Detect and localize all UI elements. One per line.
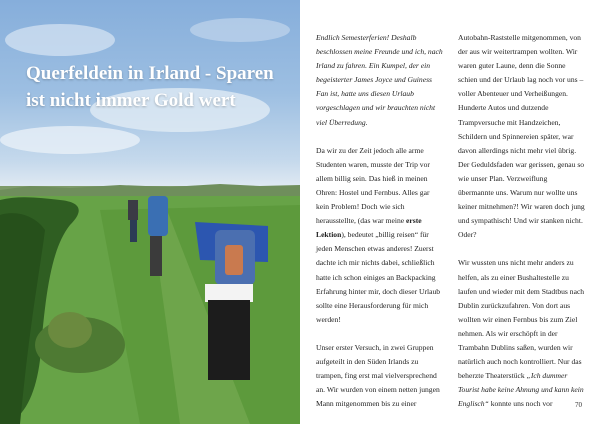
article-title: Querfeldein in Irland - Sparen ist nicht immer Gold wert — [26, 63, 274, 111]
body-paragraph — [316, 144, 444, 327]
article-text-page — [300, 0, 600, 424]
paragraph-text: ), bedeutet „billig reisen“ für jeden Menschen etwas anderes! Zuerst dachte ich mir nichts dabei, schließlich hatte ich schon einiges an Backpacking Erfahrung hinter mir, doch dieser Urlaub sollte eine Herausforderung für mich werden! — [316, 230, 441, 324]
text-column-left — [316, 31, 444, 411]
intro-paragraph: Endlich Semesterferien! Deshalb beschlossen meine Freunde und ich, nach Irland zu fahren. Ein Kumpel, der ein begeisterter James Joyce und Guiness Fan ist, hatte uns diesen Urlaub vorgeschlagen und wir brauchten nicht viel Überredung. — [316, 33, 443, 127]
body-paragraph — [458, 256, 585, 411]
text-column-right — [458, 31, 585, 411]
page-number: 70 — [575, 401, 582, 409]
emphasis-text: erste Lektion — [316, 216, 422, 240]
body-paragraph: Unser erster Versuch, in zwei Gruppen aufgeteilt in den Süden Irlands zu trampen, fing erst mal vielversprechend an. Wir wurden von einem netten jungen Mann mitgenommen bis zu einer — [316, 342, 440, 409]
quote-text: „Ich dummer Tourist habe keine Ahnung und kann kein Englisch“ — [458, 371, 584, 409]
paragraph-text: konnte uns noch vor — [488, 399, 553, 409]
body-paragraph: Autobahn-Raststelle mitgenommen, von der aus wir weitertrampen wollten. Wir waren guter Laune, denn die Sonne schien und der Urlaub lag noch vor uns – voller Abenteuer und Verheißungen. Hunderte Autos und dutzende Trampversuche mit Handzeichen, Schildern und Spinnereien später, war davon allerdings nicht mehr viel übrig. Der Geduldsfaden war gerissen, genau so wie unser Plan. Verzweiflung übermannte uns. Warum nur wollte uns keiner mitnehmen?! Wir waren doch jung und sympathisch! Und wir stanken nicht. Oder? — [458, 33, 585, 240]
paragraph-text: Wir wussten uns nicht mehr anders zu helfen, als zu einer Bushaltestelle zu laufen und wieder mit dem Stadtbus nach Dublin zurückzufahren. Von dort aus wollten wir einen Fernbus bis zum Ziel nehmen. Als wir erschöpft in der Trambahn Dublins saßen, wurden wir natürlich auch noch kontrolliert. Nur das beherzte Theaterstück — [458, 258, 585, 381]
paragraph-text: Da wir zu der Zeit jedoch alle arme Studenten waren, musste der Trip vor allem billig sein. Das hieß in meinen Ohren: Hostel und Fernbus. Alles gar kein Problem! Doch wie sich herausstellte, (das war meine — [316, 145, 430, 226]
